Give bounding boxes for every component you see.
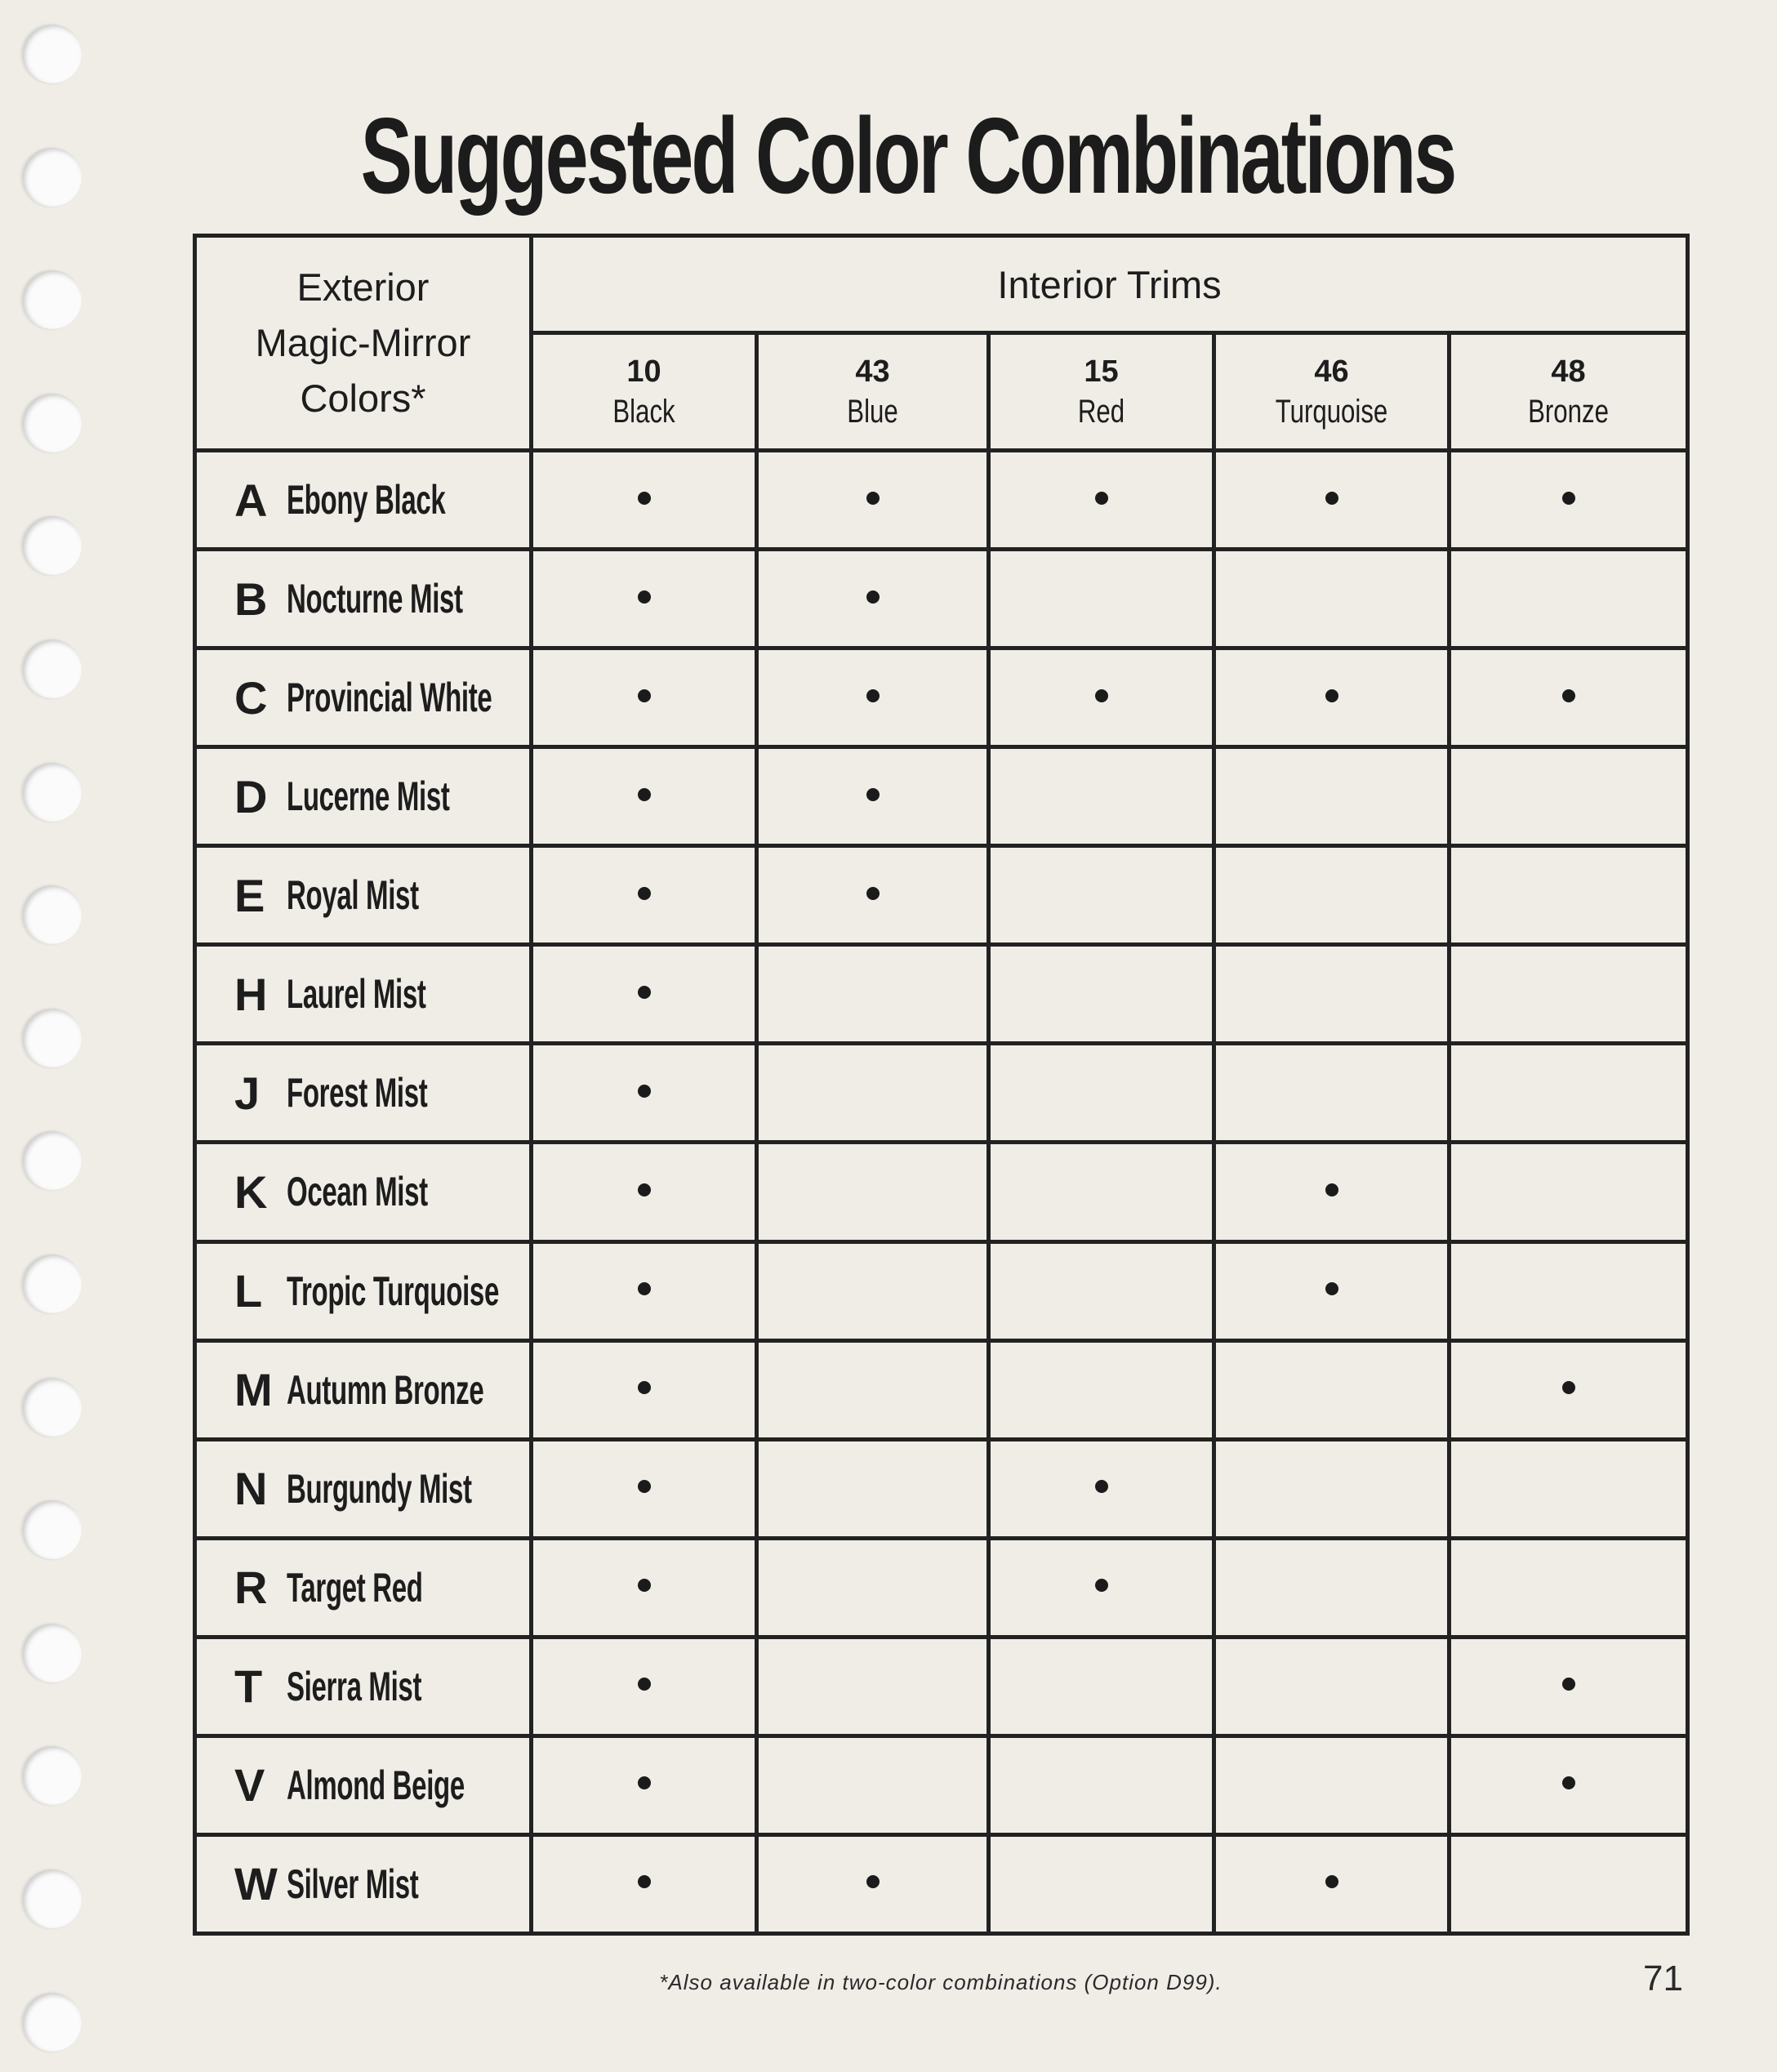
trim-header-bronze (1450, 333, 1688, 451)
combination-cell (1450, 846, 1688, 945)
combination-cell (532, 846, 757, 945)
combination-cell (1450, 451, 1688, 550)
combination-cell (989, 846, 1214, 945)
available-dot-icon (1325, 492, 1338, 505)
combination-cell (1450, 1637, 1688, 1736)
table-row (195, 1736, 1688, 1834)
table-row (195, 1340, 1688, 1439)
combination-cell (532, 1044, 757, 1143)
exterior-color-cell (195, 1044, 532, 1143)
available-dot-icon (1325, 1282, 1338, 1295)
combination-cell (757, 451, 989, 550)
combination-cell (757, 1736, 989, 1834)
exterior-color-name: Autumn Bronze (287, 1366, 484, 1413)
binder-hole (23, 1378, 82, 1437)
combination-cell (1450, 1538, 1688, 1637)
exterior-color-name: Royal Mist (287, 872, 419, 919)
binder-hole (23, 639, 82, 698)
exterior-color-name: Provincial White (287, 675, 492, 721)
combination-cell (1450, 1143, 1688, 1241)
exterior-header-line: Colors* (300, 377, 426, 420)
combination-cell (757, 1143, 989, 1241)
interior-trims-header: Interior Trims (532, 236, 1688, 333)
combination-cell (1450, 1736, 1688, 1834)
trim-name: Bronze (1528, 393, 1609, 430)
combination-cell (1450, 550, 1688, 648)
combination-cell (1214, 1241, 1450, 1340)
table-row (195, 945, 1688, 1044)
exterior-color-code: V (234, 1759, 265, 1811)
combination-cell (989, 1834, 1214, 1933)
available-dot-icon (1325, 689, 1338, 702)
exterior-color-code: C (234, 671, 268, 724)
exterior-color-cell (195, 1241, 532, 1340)
combination-cell (989, 1143, 1214, 1241)
table-row (195, 1834, 1688, 1933)
combination-cell (1214, 1340, 1450, 1439)
combination-cell (1214, 451, 1450, 550)
combination-cell (1450, 1834, 1688, 1933)
combination-cell (1214, 1637, 1450, 1736)
exterior-color-name: Almond Beige (287, 1762, 465, 1808)
trim-name: Turquoise (1275, 393, 1388, 430)
trim-name: Blue (847, 393, 898, 430)
available-dot-icon (638, 887, 651, 900)
trim-header-blue (757, 333, 989, 451)
binder-hole (23, 1009, 82, 1067)
available-dot-icon (638, 1480, 651, 1493)
exterior-color-name: Burgundy Mist (287, 1465, 472, 1512)
combination-cell (532, 945, 757, 1044)
exterior-color-cell (195, 846, 532, 945)
combination-cell (1450, 648, 1688, 747)
table-body (195, 451, 1688, 1934)
binder-hole (23, 1254, 82, 1313)
combination-cell (1450, 1340, 1688, 1439)
binder-hole (23, 1131, 82, 1190)
available-dot-icon (638, 1776, 651, 1789)
combination-cell (1450, 1439, 1688, 1538)
combination-cell (1450, 1044, 1688, 1143)
combination-cell (757, 1340, 989, 1439)
exterior-header-line: Exterior (296, 265, 430, 309)
available-dot-icon (1325, 1875, 1338, 1888)
exterior-color-cell (195, 1340, 532, 1439)
page-title: Suggested Color Combinations (360, 96, 1455, 216)
binder-hole (23, 1746, 82, 1805)
exterior-color-name: Nocturne Mist (287, 576, 463, 622)
combination-cell (1214, 1736, 1450, 1834)
combination-cell (989, 747, 1214, 846)
exterior-color-code: A (234, 474, 268, 526)
combination-cell (757, 1241, 989, 1340)
table-row (195, 747, 1688, 846)
table-row (195, 1637, 1688, 1736)
exterior-color-cell (195, 1834, 532, 1933)
available-dot-icon (1095, 1480, 1108, 1493)
trim-code: 10 (626, 354, 661, 389)
combination-cell (989, 550, 1214, 648)
exterior-color-cell (195, 550, 532, 648)
available-dot-icon (866, 788, 880, 801)
binder-hole (23, 1500, 82, 1559)
available-dot-icon (638, 986, 651, 999)
combination-cell (1214, 1044, 1450, 1143)
binder-hole (23, 885, 82, 944)
binder-hole (23, 516, 82, 575)
combination-cell (1214, 648, 1450, 747)
table-row (195, 550, 1688, 648)
available-dot-icon (866, 590, 880, 604)
combination-cell (1450, 747, 1688, 846)
combination-cell (532, 1834, 757, 1933)
available-dot-icon (1562, 689, 1575, 702)
available-dot-icon (638, 689, 651, 702)
combination-cell (1214, 1538, 1450, 1637)
combination-cell (989, 1538, 1214, 1637)
trim-code: 46 (1314, 354, 1349, 389)
exterior-color-code: J (234, 1067, 261, 1119)
combination-cell (989, 1241, 1214, 1340)
table-row (195, 648, 1688, 747)
table-row (195, 1044, 1688, 1143)
binder-hole (23, 763, 82, 822)
combination-cell (1214, 945, 1450, 1044)
exterior-color-code: R (234, 1562, 268, 1614)
exterior-color-cell (195, 1143, 532, 1241)
available-dot-icon (1095, 1579, 1108, 1592)
trim-code: 43 (855, 354, 890, 389)
exterior-color-code: K (234, 1165, 268, 1218)
table-row (195, 846, 1688, 945)
exterior-color-cell (195, 648, 532, 747)
binder-hole (23, 394, 82, 452)
combination-cell (757, 1439, 989, 1538)
combination-cell (1214, 550, 1450, 648)
available-dot-icon (1562, 1381, 1575, 1394)
combination-cell (989, 945, 1214, 1044)
table-row (195, 1241, 1688, 1340)
exterior-color-code: B (234, 573, 268, 625)
trim-header-red (989, 333, 1214, 451)
available-dot-icon (866, 1875, 880, 1888)
combination-cell (757, 1637, 989, 1736)
combination-cell (1450, 1241, 1688, 1340)
binder-hole (23, 148, 82, 207)
combination-cell (757, 747, 989, 846)
binder-hole (23, 1869, 82, 1928)
exterior-header-line: Magic-Mirror (255, 321, 471, 364)
available-dot-icon (638, 1381, 651, 1394)
available-dot-icon (866, 689, 880, 702)
exterior-color-name: Laurel Mist (287, 971, 426, 1018)
combination-cell (989, 648, 1214, 747)
binder-hole (23, 1624, 82, 1682)
binder-hole (23, 270, 82, 329)
combination-cell (1450, 945, 1688, 1044)
binder-hole (23, 25, 82, 83)
combination-cell (989, 1340, 1214, 1439)
exterior-color-name: Sierra Mist (287, 1663, 422, 1709)
page-number: 71 (1643, 1958, 1683, 1998)
binder-holes (0, 0, 98, 2072)
exterior-color-name: Forest Mist (287, 1070, 428, 1116)
binder-hole (23, 1993, 82, 2052)
table-row (195, 451, 1688, 550)
exterior-colors-header (195, 236, 532, 451)
available-dot-icon (638, 1085, 651, 1098)
available-dot-icon (1095, 492, 1108, 505)
combination-cell (532, 1637, 757, 1736)
combination-cell (1214, 1834, 1450, 1933)
combination-cell (757, 1538, 989, 1637)
footnote: *Also available in two-color combinations (Option D99). (659, 1970, 1223, 1994)
available-dot-icon (1325, 1183, 1338, 1196)
available-dot-icon (866, 492, 880, 505)
available-dot-icon (638, 1282, 651, 1295)
exterior-color-cell (195, 1538, 532, 1637)
combination-cell (532, 1736, 757, 1834)
available-dot-icon (866, 887, 880, 900)
trim-header-turquoise (1214, 333, 1450, 451)
exterior-color-cell (195, 451, 532, 550)
combination-cell (757, 1044, 989, 1143)
available-dot-icon (638, 492, 651, 505)
exterior-color-name: Silver Mist (287, 1860, 419, 1907)
combination-cell (532, 1143, 757, 1241)
available-dot-icon (638, 788, 651, 801)
combination-cell (1214, 747, 1450, 846)
combination-cell (532, 747, 757, 846)
combination-cell (1214, 1439, 1450, 1538)
available-dot-icon (638, 1183, 651, 1196)
exterior-color-name: Target Red (287, 1564, 423, 1611)
table-row (195, 1538, 1688, 1637)
trim-header-black (532, 333, 757, 451)
combination-cell (532, 451, 757, 550)
color-combinations-table (193, 234, 1690, 1936)
combination-cell (757, 846, 989, 945)
exterior-color-code: M (234, 1364, 273, 1416)
available-dot-icon (1562, 492, 1575, 505)
combination-cell (989, 1736, 1214, 1834)
combination-cell (757, 945, 989, 1044)
available-dot-icon (638, 590, 651, 604)
exterior-color-code: T (234, 1660, 263, 1713)
combination-cell (1214, 846, 1450, 945)
available-dot-icon (1562, 1776, 1575, 1789)
table-row (195, 1439, 1688, 1538)
trim-code: 48 (1551, 354, 1586, 389)
exterior-color-cell (195, 1637, 532, 1736)
combination-cell (989, 451, 1214, 550)
combination-cell (989, 1439, 1214, 1538)
exterior-color-code: H (234, 968, 268, 1020)
combination-cell (1214, 1143, 1450, 1241)
combination-cell (757, 1834, 989, 1933)
exterior-color-cell (195, 747, 532, 846)
available-dot-icon (638, 1875, 651, 1888)
exterior-color-code: E (234, 869, 265, 921)
exterior-color-name: Ebony Black (287, 477, 446, 524)
exterior-color-cell (195, 1736, 532, 1834)
available-dot-icon (1562, 1678, 1575, 1691)
combination-cell (989, 1637, 1214, 1736)
combination-cell (532, 1538, 757, 1637)
exterior-color-code: W (234, 1858, 278, 1910)
exterior-color-cell (195, 945, 532, 1044)
trim-name: Black (612, 393, 675, 430)
exterior-color-code: N (234, 1463, 268, 1515)
exterior-color-code: D (234, 770, 268, 822)
combination-cell (989, 1044, 1214, 1143)
available-dot-icon (638, 1579, 651, 1592)
trim-code: 15 (1084, 354, 1119, 389)
combination-cell (757, 648, 989, 747)
exterior-color-name: Tropic Turquoise (287, 1268, 499, 1314)
available-dot-icon (1095, 689, 1108, 702)
exterior-color-code: L (234, 1265, 263, 1317)
combination-cell (757, 550, 989, 648)
exterior-color-name: Ocean Mist (287, 1169, 428, 1215)
available-dot-icon (638, 1678, 651, 1691)
exterior-color-name: Lucerne Mist (287, 773, 450, 820)
exterior-color-cell (195, 1439, 532, 1538)
trim-name: Red (1077, 393, 1125, 430)
combination-cell (532, 550, 757, 648)
table-row (195, 1143, 1688, 1241)
